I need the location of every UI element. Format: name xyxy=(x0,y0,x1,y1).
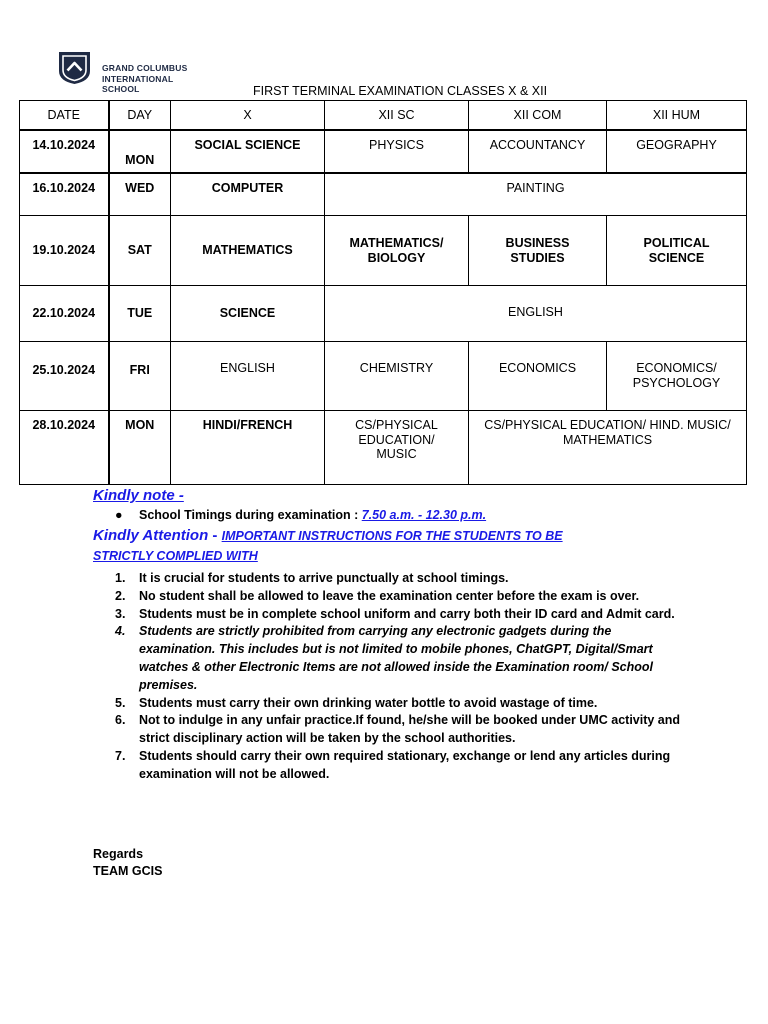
table-row xyxy=(20,342,747,411)
cell-line: EDUCATION/ xyxy=(358,432,435,447)
subject-xii-hum-cell xyxy=(607,342,747,411)
table-row xyxy=(20,173,747,216)
regards-label: Regards xyxy=(93,847,144,861)
subject-x-cell: MATHEMATICS xyxy=(171,216,325,286)
list-text: Students are strictly prohibited from carrying any electronic gadgets during the examination. This includes but is not limited to mobile phones, ChatGPT, Digital/Smart watches & other Electronic Items are not allowed inside the Examination room/ School premises. xyxy=(139,624,654,692)
subject-x-cell: COMPUTER xyxy=(171,173,325,216)
subject-xii-sc-cell xyxy=(325,216,469,286)
list-number: 2. xyxy=(115,588,126,603)
subject-xii-com-cell: ACCOUNTANCY xyxy=(469,130,607,173)
subject-x-cell: SCIENCE xyxy=(171,286,325,342)
cell-line: CS/PHYSICAL EDUCATION/ HIND. MUSIC/ xyxy=(484,418,731,432)
header-x: X xyxy=(171,101,325,130)
timing-label: School Timings during examination : xyxy=(139,508,359,522)
cell-line: STUDIES xyxy=(510,250,565,265)
timing-value: 7.50 a.m. - 12.30 p.m. xyxy=(361,508,487,522)
list-item xyxy=(93,588,683,606)
list-item xyxy=(93,570,683,588)
date-cell: 16.10.2024 xyxy=(20,173,109,216)
list-number: 3. xyxy=(115,606,126,621)
subject-xii-com-hum-cell xyxy=(469,411,747,485)
date-cell: 25.10.2024 xyxy=(20,342,109,411)
cell-line: POLITICAL xyxy=(643,236,710,250)
list-number: 5. xyxy=(115,695,126,710)
header-xii-hum: XII HUM xyxy=(607,101,747,130)
list-number: 4. xyxy=(115,624,126,639)
instructions-title: IMPORTANT INSTRUCTIONS FOR THE STUDENTS TO BE xyxy=(221,529,563,543)
header-date: DATE xyxy=(20,101,109,130)
day-cell: WED xyxy=(109,173,171,216)
date-cell: 22.10.2024 xyxy=(20,286,109,342)
cell-line: BUSINESS xyxy=(505,236,570,250)
instructions-list xyxy=(93,570,693,784)
list-number: 1. xyxy=(115,571,126,585)
header-xii-sc: XII SC xyxy=(325,101,469,130)
school-shield-icon xyxy=(57,50,92,85)
notes-section xyxy=(93,486,693,784)
table-row xyxy=(20,130,747,173)
cell-line: SCIENCE xyxy=(648,250,705,265)
header-day: DAY xyxy=(109,101,171,130)
cell-line: PSYCHOLOGY xyxy=(632,375,721,390)
date-cell: 28.10.2024 xyxy=(20,411,109,485)
subject-xii-sc-cell: PHYSICS xyxy=(325,130,469,173)
list-number: 6. xyxy=(115,713,126,728)
cell-line: ECONOMICS/ xyxy=(636,361,717,375)
cell-line: MATHEMATICS/ xyxy=(349,236,444,250)
school-name-line: INTERNATIONAL xyxy=(102,73,174,84)
list-text: No student shall be allowed to leave the examination center before the exam is over. xyxy=(139,588,640,603)
day-cell: TUE xyxy=(109,286,171,342)
subject-xii-sc-cell: CHEMISTRY xyxy=(325,342,469,411)
list-text: Students should carry their own required stationary, exchange or lend any articles during examination will not be allowed. xyxy=(139,748,671,781)
list-item xyxy=(93,623,683,694)
timing-bullet xyxy=(115,506,693,524)
subject-x-cell: SOCIAL SCIENCE xyxy=(171,130,325,173)
kindly-attention-heading: Kindly Attention xyxy=(93,527,209,544)
signatory-name: TEAM GCIS xyxy=(93,864,163,878)
signature-block xyxy=(93,846,162,880)
school-name xyxy=(102,63,187,95)
exam-schedule-table xyxy=(19,100,747,485)
bullet-icon: ● xyxy=(115,508,123,522)
subject-xii-all-cell: PAINTING xyxy=(325,173,747,216)
school-name-line: SCHOOL xyxy=(102,84,140,94)
document-title: FIRST TERMINAL EXAMINATION CLASSES X & XII xyxy=(253,84,548,98)
kindly-attention-block xyxy=(93,526,693,566)
list-text: Not to indulge in any unfair practice.If found, he/she will be booked under UMC activity and strict disciplinary action will be taken by the school authorities. xyxy=(139,713,681,746)
school-name-line: GRAND COLUMBUS xyxy=(102,63,188,73)
table-row xyxy=(20,216,747,286)
subject-x-cell: ENGLISH xyxy=(171,342,325,411)
list-number: 7. xyxy=(115,748,126,763)
date-cell: 14.10.2024 xyxy=(20,130,109,173)
list-text: Students must carry their own drinking water bottle to avoid wastage of time. xyxy=(139,695,598,710)
cell-line: BIOLOGY xyxy=(367,250,426,265)
day-cell: FRI xyxy=(109,342,171,411)
list-item xyxy=(93,606,683,624)
school-logo xyxy=(57,50,207,94)
table-header-row xyxy=(20,101,747,130)
kindly-attention-dash: - xyxy=(208,527,222,544)
table-row xyxy=(20,411,747,485)
instructions-title-cont: STRICTLY COMPLIED WITH xyxy=(93,549,258,563)
subject-xii-sc-cell xyxy=(325,411,469,485)
list-text: Students must be in complete school uniform and carry both their ID card and Admit card. xyxy=(139,606,675,621)
list-item xyxy=(93,695,683,713)
table-row xyxy=(20,286,747,342)
header-xii-com: XII COM xyxy=(469,101,607,130)
list-text: It is crucial for students to arrive punctually at school timings. xyxy=(139,571,509,585)
subject-xii-hum-cell: GEOGRAPHY xyxy=(607,130,747,173)
date-cell: 19.10.2024 xyxy=(20,216,109,286)
day-cell: MON xyxy=(109,411,171,485)
kindly-note-heading: Kindly note - xyxy=(93,487,184,504)
list-item xyxy=(93,712,683,748)
day-cell: MON xyxy=(109,130,171,173)
list-item xyxy=(93,748,683,784)
subject-xii-hum-cell xyxy=(607,216,747,286)
subject-xii-com-cell xyxy=(469,216,607,286)
subject-xii-com-cell: ECONOMICS xyxy=(469,342,607,411)
cell-line: MATHEMATICS xyxy=(562,432,653,447)
subject-x-cell: HINDI/FRENCH xyxy=(171,411,325,485)
cell-line: CS/PHYSICAL xyxy=(355,418,438,432)
day-cell: SAT xyxy=(109,216,171,286)
subject-xii-all-cell: ENGLISH xyxy=(325,286,747,342)
cell-line: MUSIC xyxy=(376,447,417,461)
